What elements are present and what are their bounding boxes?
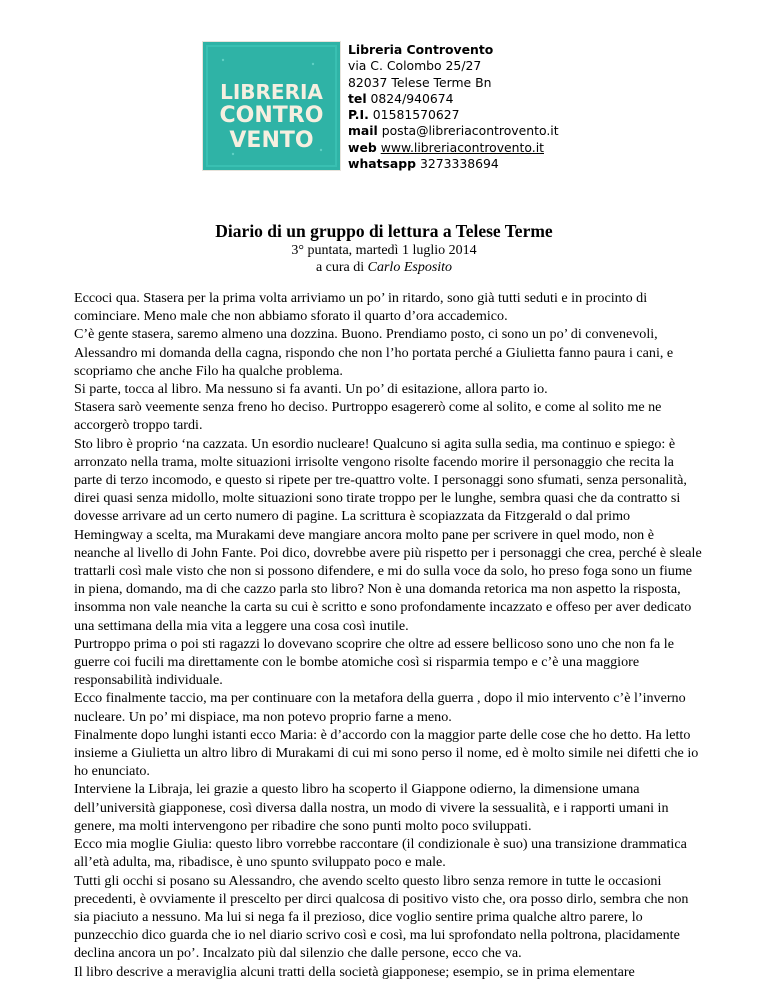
curated-prefix: a cura di: [315, 260, 365, 275]
address-line-1: via C. Colombo 25/27: [348, 58, 482, 74]
logo-text-line-1: LIBRERIA: [220, 80, 323, 104]
phone-value: 0824/940674: [370, 90, 454, 106]
paragraph: Stasera sarò veemente senza freno ho deciso. Purtroppo esagererò come al solito, e come al solito me ne accorgerò troppo tardi.: [74, 399, 662, 434]
episode-line: 3° puntata, martedì 1 luglio 2014: [291, 243, 477, 258]
paragraph: Purtroppo prima o poi sti ragazzi lo dovevano scoprire che oltre ad essere bellicoso sono uno che non fa le guerre coi fucili ma direttamente con le bombe atomiche così si risparmia tempo e c’è una maggiore responsabilità individuale.: [74, 635, 674, 689]
logo-text-line-3: VENTO: [229, 128, 314, 153]
contact-block: [348, 42, 648, 172]
author-line: [0, 260, 768, 276]
bookstore-name: Libreria Controvento: [348, 42, 494, 57]
vat-label: P.I.: [348, 107, 369, 123]
phone-label: tel: [348, 90, 367, 106]
paragraph: Si parte, tocca al libro. Ma nessuno si fa avanti. Un po’ di esitazione, allora parto io.: [74, 381, 548, 398]
logo-text-line-2: CONTRO: [219, 103, 324, 128]
whatsapp-value: 3273338694: [419, 156, 499, 172]
bookstore-logo: [203, 42, 340, 170]
web-row: [348, 140, 648, 156]
address-line-2: 82037 Telese Terme Bn: [348, 74, 492, 90]
web-label: web: [348, 139, 377, 155]
web-link[interactable]: www.libreriacontrovento.it: [380, 139, 544, 155]
mail-label: mail: [348, 123, 378, 139]
phone-row: [348, 91, 648, 107]
paragraph: Finalmente dopo lunghi istanti ecco Maria: è d’accordo con la maggior parte delle cose che ho detto. Ha letto insieme a Giulietta un altro libro di Murakami di cui mi sono perso il nome, ed è molto simile nei difetti che io ho enunciato.: [74, 726, 699, 780]
article-body: [74, 289, 702, 981]
whatsapp-row: [348, 156, 648, 172]
mail-value[interactable]: posta@libreriacontrovento.it: [381, 123, 559, 139]
mail-row: [348, 123, 648, 139]
paragraph: Ecco finalmente taccio, ma per continuare con la metafora della guerra , dopo il mio intervento c’è l’inverno nucleare. Un po’ mi dispiace, ma non potevo proprio farne a meno.: [74, 690, 686, 725]
paragraph: Tutti gli occhi si posano su Alessandro, che avendo scelto questo libro senza remore in tutte le occasioni precedenti, è ovviamente il prescelto per dirci qualcosa di positivo visto che, ora posso dirlo, sembra che non sia piaciuto a nessuno. Ma lui si nega fa il prezioso, dice voglio sentire prima qualche altro parere, lo punzecchio dico guarda che io nel diario scrivo così e così, ma lui sprofondato nella poltrona, placidamente declina ancora un po’. Incalzato più dal silenzio che dalle persone, ecco che va.: [74, 872, 689, 962]
paragraph: Il libro descrive a meraviglia alcuni tratti della società giapponese; esempio, se in prima elementare: [74, 963, 635, 980]
author-name: Carlo Esposito: [367, 260, 453, 275]
paragraph: Ecco mia moglie Giulia: questo libro vorrebbe raccontare (il condizionale è suo) una transizione drammatica all’età adulta, ma, ribadisce, è uno spunto sviluppato poco e male.: [74, 836, 687, 871]
vat-value: 01581570627: [372, 107, 460, 123]
whatsapp-label: whatsapp: [348, 156, 417, 172]
paragraph: Eccoci qua. Stasera per la prima volta arriviamo un po’ in ritardo, sono già tutti seduti e in procinto di cominciare. Meno male che non abbiamo sforato il quarto d’ora accademico.: [74, 290, 648, 325]
paragraph: C’è gente stasera, saremo almeno una dozzina. Buono. Prendiamo posto, ci sono un po’ di convenevoli, Alessandro mi domanda della cagna, rispondo che non l’ho portata perché a Giulietta fanno paura i cani, e scopriamo che anche Filo ha qualche problema.: [74, 326, 674, 379]
article-title: Diario di un gruppo di lettura a Telese Terme: [215, 221, 553, 241]
paragraph: Sto libro è proprio ‘na cazzata. Un esordio nucleare! Qualcuno si agita sulla sedia, ma continuo e spiego: è arronzato nella trama, molte situazioni irrisolte vengono risolte facendo morire il personaggio che recita la parte di terzo incomodo, e questo si ripete per tre-quattro volte. I personaggi sono sfumati, senza personalità, direi quasi senza midollo, molte situazioni sono tirate troppo per le lunghe, sembra quasi che da contratto si dovesse arrivare ad un certo numero di pagine. La scrittura è scopiazzata da Fitzgerald o dal primo Hemingway a scelta, ma Murakami deve mangiare ancora molto pane per scrivere in quel modo, non è neanche al livello di John Fante. Poi dico, dovrebbe avere più rispetto per i personaggi che crea, perché è sleale trattarli così male visto che non si possono difendere, e mi do sulla voce da solo, ho preso foga sono un fiume in piena, domando, ma di che cazzo parla sto libro? Non è una domanda retorica ma non aspetto la risposta, insomma non vale neanche la carta su cui è scritto e sono profondamente incazzato e offeso per aver dedicato una settimana della mia vita a leggere una cosa così inutile.: [74, 435, 702, 634]
vat-row: [348, 107, 648, 123]
paragraph: Interviene la Libraja, lei grazie a questo libro ha scoperto il Giappone odierno, la dimensione umana dell’università giapponese, così diversa dalla nostra, un modo di vivere la sessualità, e i rapporti umani in genere, ma molti intervengono per ribadire che sono punti molto poco sviluppati.: [74, 781, 669, 834]
